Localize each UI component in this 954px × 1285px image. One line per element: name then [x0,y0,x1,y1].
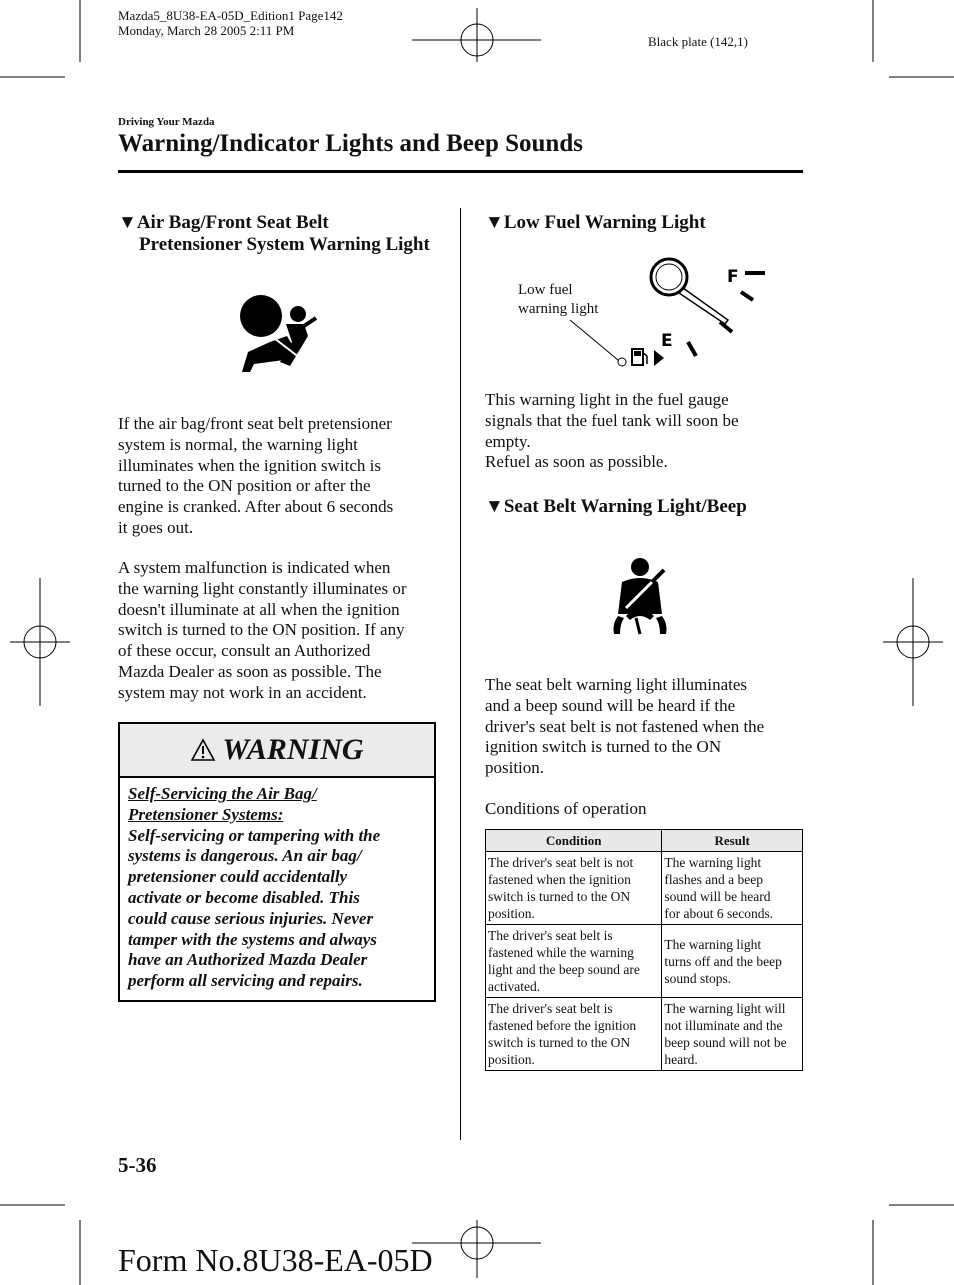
cell-line: light and the beep sound are [488,962,640,977]
warning-text-line: Self-servicing or tampering with the [128,825,381,845]
text-line: engine is cranked. After about 6 seconds [118,497,394,517]
text-line: turned to the ON position or after the [118,476,371,496]
file-info-line2: Monday, March 28 2005 2:11 PM [118,23,295,38]
warning-body [120,778,434,998]
airbag-heading-line1: Air Bag/Front Seat Belt [136,212,329,233]
warning-subtitle-line2: Pretensioner Systems: [128,804,284,824]
fuel-paragraph [485,390,805,473]
cell-line: fastened before the ignition [488,1018,637,1033]
section-triangle-icon: ▼ [485,496,504,517]
airbag-heading-line2: Pretensioner System Warning Light [139,234,430,255]
section-triangle-icon: ▼ [118,212,137,233]
text-line: Mazda Dealer as soon as possible. The [118,661,382,681]
text-line: position. [485,758,545,778]
seatbelt-heading [485,496,747,518]
warning-triangle-icon [190,738,216,762]
cell-line: turns off and the beep [664,953,782,969]
warning-text-line: pretensioner could accidentally [128,867,348,887]
text-line: illuminates when the ignition switch is [118,455,382,475]
file-info-line1: Mazda5_8U38-EA-05D_Edition1 Page142 [118,8,343,23]
condition-cell [486,852,662,925]
warning-text-line: have an Authorized Mazda Dealer [128,950,368,970]
table-header-row [486,830,803,852]
gauge-empty-label: E [661,331,673,351]
text-line: it goes out. [118,517,194,537]
fuel-pump-icon [632,349,664,366]
cell-line: not illuminate and the [664,1018,783,1033]
warning-text-line: activate or become disabled. This [128,887,360,907]
result-cell [662,852,803,925]
result-cell [662,998,803,1071]
fuel-callout-line2: warning light [518,301,599,317]
cell-line: position. [488,1052,535,1067]
gauge-full-label: F [727,267,739,287]
cell-line: The warning light [664,855,762,870]
cell-line: position. [488,906,535,921]
title-rule [118,170,803,173]
text-line: driver's seat belt is not fastened when the [485,716,765,736]
cell-line: The warning light [664,936,762,952]
text-line: of these occur, consult an Authorized [118,641,371,661]
text-line: ignition switch is turned to the ON [485,737,722,757]
airbag-paragraph-2 [118,558,448,704]
text-line: Refuel as soon as possible. [485,452,668,472]
warning-text-line: could cause serious injuries. Never [128,908,374,928]
section-triangle-icon: ▼ [485,212,504,233]
cell-line: The warning light will [664,1001,786,1016]
text-line: system may not work in an accident. [118,682,367,702]
cell-line: flashes and a beep [664,872,763,887]
form-number: Form No.8U38-EA-05D [118,1242,433,1278]
page-number: 5-36 [118,1153,157,1177]
page-title: Warning/Indicator Lights and Beep Sounds [118,130,583,157]
cell-line: switch is turned to the ON [488,1035,631,1050]
table-row [486,925,803,998]
text-line: signals that the fuel tank will soon be [485,410,739,430]
file-info [118,8,343,38]
warning-text-line: perform all servicing and repairs. [128,971,363,991]
cell-line: The driver's seat belt is [488,928,613,943]
column-header-result: Result [662,830,803,852]
fuel-heading-text: Low Fuel Warning Light [503,212,706,233]
airbag-heading [118,212,448,256]
warning-text-line: systems is dangerous. An air bag/ [128,846,362,866]
cell-line: activated. [488,979,541,994]
text-line: system is normal, the warning light [118,434,358,454]
fuel-callout-line1: Low fuel [518,282,573,298]
conditions-label: Conditions of operation [485,799,647,818]
cell-line: sound will be heard [664,889,771,904]
table-row [486,998,803,1071]
cell-line: The driver's seat belt is not [488,855,634,870]
condition-cell [486,998,662,1071]
conditions-table [485,829,803,1071]
text-line: doesn't illuminate at all when the ignition [118,599,400,619]
condition-cell [486,925,662,998]
cell-line: beep sound will not be [664,1035,787,1050]
cell-line: fastened while the warning [488,945,634,960]
table-row [486,852,803,925]
warning-box [118,722,436,1002]
text-line: If the air bag/front seat belt pretensioner [118,414,392,433]
text-line: A system malfunction is indicated when [118,558,391,577]
result-cell [662,925,803,998]
fuel-gauge-diagram [560,252,775,372]
seatbelt-paragraph [485,675,805,779]
fuel-heading [485,212,706,234]
text-line: the warning light constantly illuminates or [118,578,407,598]
seatbelt-heading-text: Seat Belt Warning Light/Beep [503,496,747,517]
cell-line: for about 6 seconds. [664,906,774,921]
cell-line: heard. [664,1052,698,1067]
text-line: This warning light in the fuel gauge [485,390,729,409]
text-line: The seat belt warning light illuminates [485,675,748,694]
cell-line: The driver's seat belt is [488,1001,613,1016]
text-line: and a beep sound will be heard if the [485,695,736,715]
text-line: switch is turned to the ON position. If any [118,620,405,640]
column-header-condition: Condition [486,830,662,852]
airbag-paragraph-1 [118,414,448,539]
warning-title: WARNING [222,733,364,766]
cell-line: sound stops. [664,970,732,986]
warning-header [120,724,434,778]
warning-subtitle-line1: Self-Servicing the Air Bag/ [128,784,317,803]
plate-info: Black plate (142,1) [648,34,748,49]
section-label: Driving Your Mazda [118,116,215,128]
text-line: empty. [485,431,531,451]
cell-line: fastened when the ignition [488,872,631,887]
seatbelt-warning-icon [608,556,672,636]
column-divider [460,208,461,1140]
airbag-warning-icon [232,292,322,372]
cell-line: switch is turned to the ON [488,889,631,904]
warning-text-line: tamper with the systems and always [128,929,377,949]
